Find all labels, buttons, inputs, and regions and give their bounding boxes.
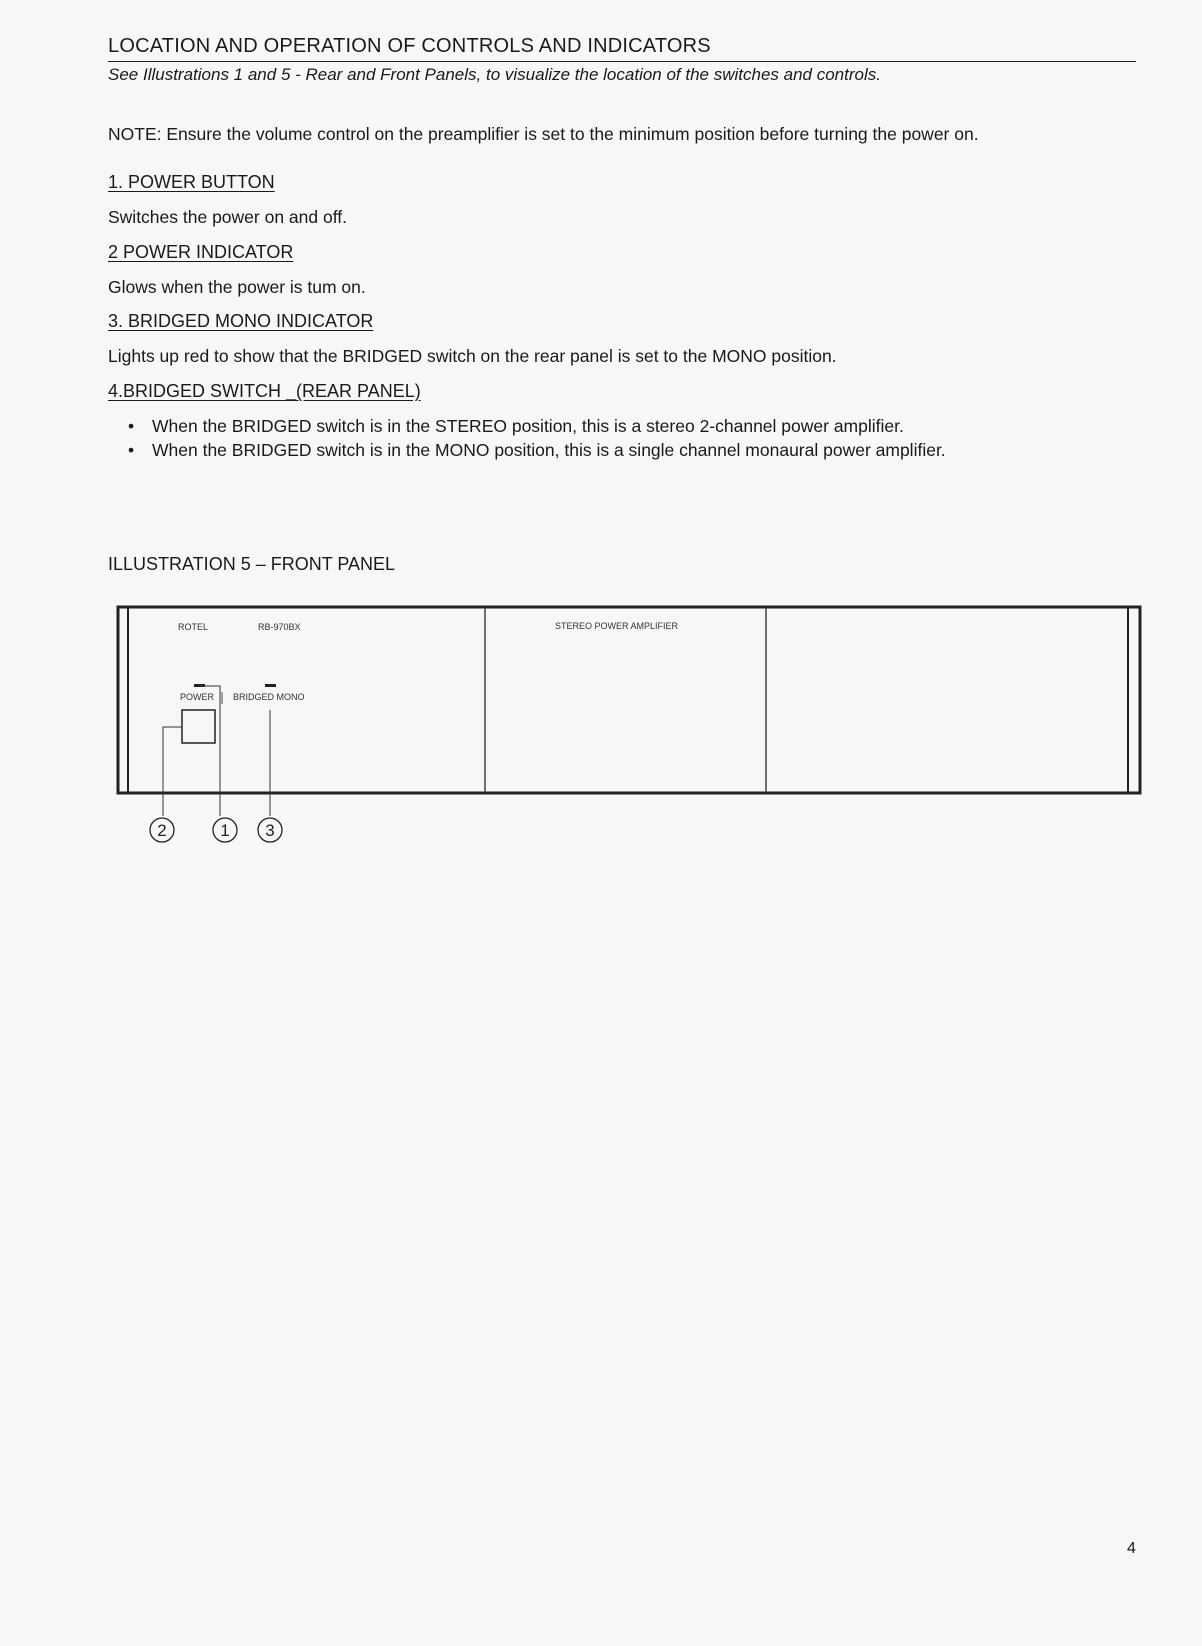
callout-2: 2 bbox=[157, 821, 167, 840]
item-heading-power-button: 1. POWER BUTTON bbox=[108, 172, 275, 192]
bridged-switch-bullets bbox=[128, 414, 946, 462]
power-on-note: NOTE: Ensure the volume control on the preamplifier is set to the minimum position before turning the power on. bbox=[108, 124, 979, 144]
callout-1: 1 bbox=[220, 821, 230, 840]
callout-3: 3 bbox=[265, 821, 275, 840]
bridged-mono-indicator bbox=[265, 684, 276, 687]
item-heading-power-indicator: 2 POWER INDICATOR bbox=[108, 242, 294, 262]
model-label: RB-970BX bbox=[258, 622, 301, 632]
bullet-stereo: • When the BRIDGED switch is in the STEREO position, this is a stereo 2-channel power amplifier. bbox=[128, 414, 946, 438]
item-heading-bridged-switch: 4.BRIDGED SWITCH _(REAR PANEL) bbox=[108, 381, 421, 401]
item-text-bridged-mono-indicator: Lights up red to show that the BRIDGED switch on the rear panel is set to the MONO position. bbox=[108, 346, 837, 366]
leader-line-2 bbox=[163, 727, 182, 816]
title-rule bbox=[108, 61, 1136, 62]
page-number: 4 bbox=[1127, 1540, 1136, 1557]
item-heading-bridged-mono-indicator: 3. BRIDGED MONO INDICATOR bbox=[108, 311, 374, 331]
product-type-label: STEREO POWER AMPLIFIER bbox=[555, 621, 679, 631]
power-label: POWER bbox=[180, 692, 215, 702]
bridged-mono-label: BRIDGED MONO bbox=[233, 692, 305, 702]
item-text-power-indicator: Glows when the power is tum on. bbox=[108, 277, 366, 297]
section-subtitle: See Illustrations 1 and 5 - Rear and Front Panels, to visualize the location of the switches and controls. bbox=[108, 65, 881, 84]
bullet-mono: • When the BRIDGED switch is in the MONO position, this is a single channel monaural power amplifier. bbox=[128, 438, 946, 462]
item-text-power-button: Switches the power on and off. bbox=[108, 207, 347, 227]
power-button bbox=[182, 710, 215, 743]
front-panel-illustration bbox=[110, 598, 1144, 858]
leader-line-1 bbox=[200, 686, 220, 816]
illustration-title: ILLUSTRATION 5 – FRONT PANEL bbox=[108, 554, 396, 574]
brand-logo: ROTEL bbox=[178, 622, 209, 632]
section-title: LOCATION AND OPERATION OF CONTROLS AND INDICATORS bbox=[108, 35, 711, 57]
